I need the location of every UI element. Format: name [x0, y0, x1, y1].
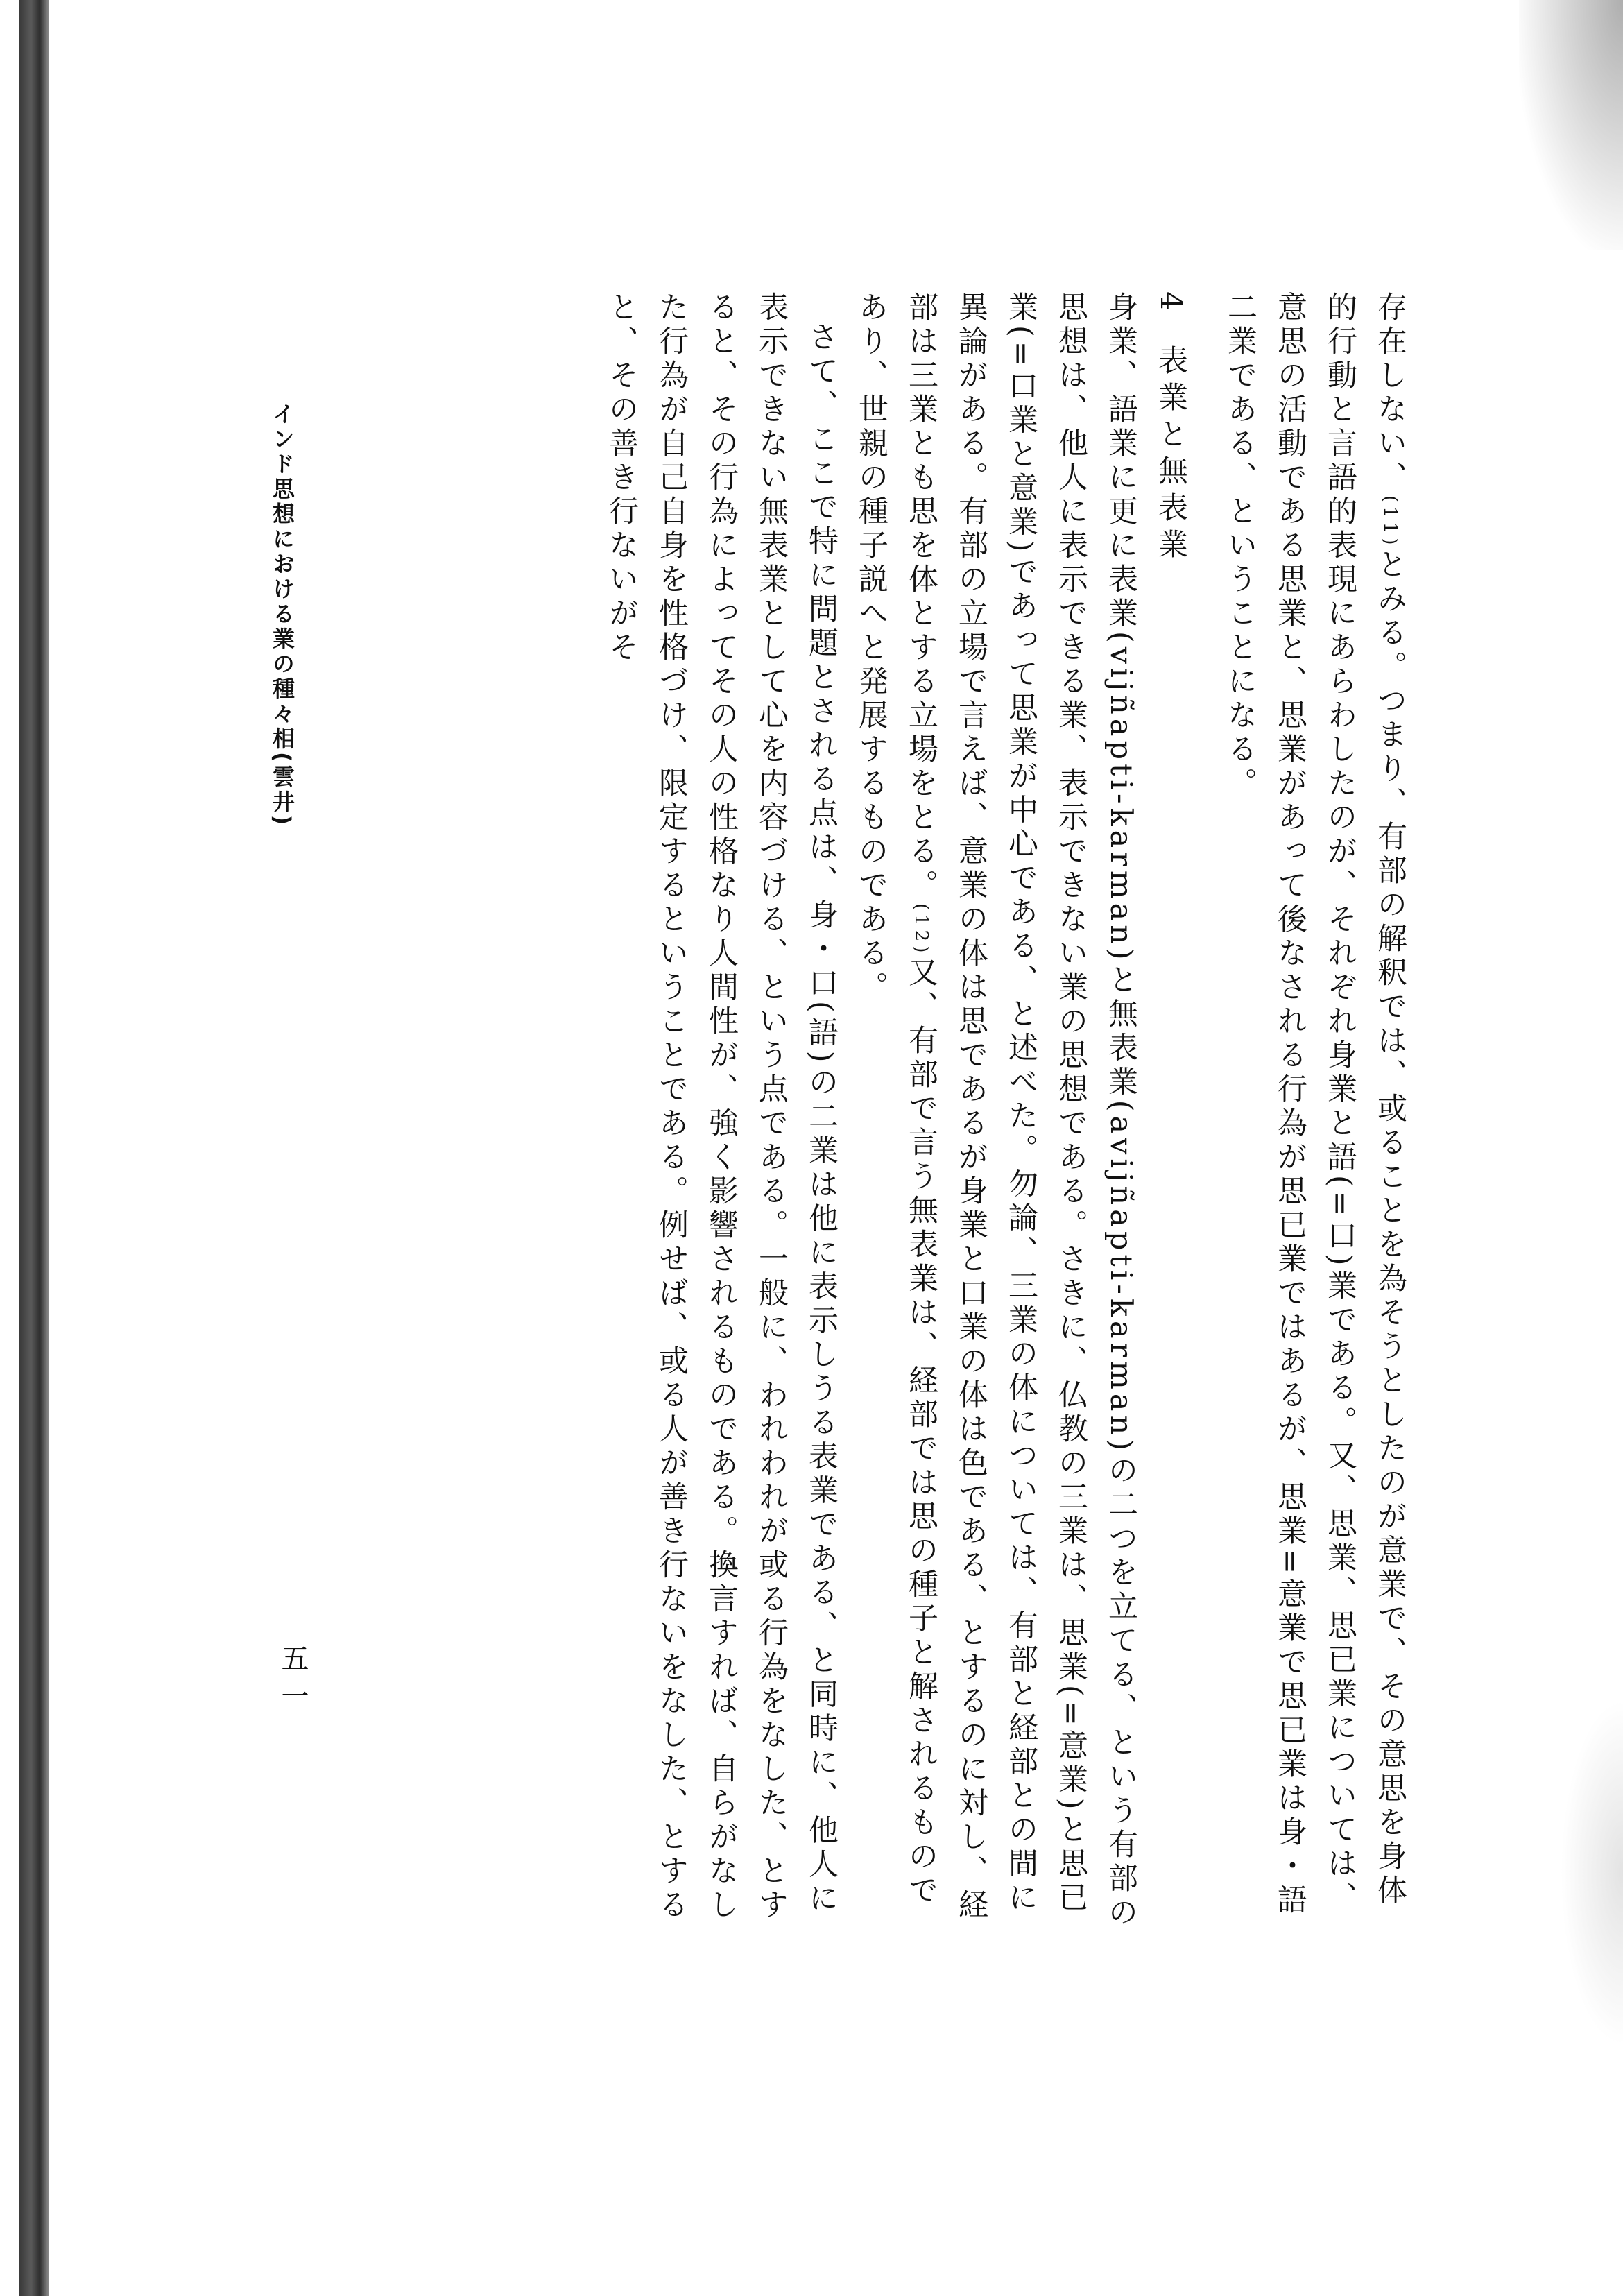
paragraph-text: 身業、語業に更に表業(vijñapti-karman)と無表業(avijñapti-karman)の二つを立てる、という有部の思想は、他人に表示できる業、表示できない業の思想である。さきに、仏教の三業は、思業(=意業)と思已業(=口業と意業)であって思業が中心である、と述べた。勿論、三業の体については、有部と経部との間に異論がある。有部の立場で言えば、意業の体は思であるが身業と口業の体は色である、とするのに対し、経部は三業とも思を体とする立場をとる。 — [904, 291, 1138, 1931]
section-title: 表業と無表業 — [1153, 345, 1188, 566]
paragraph-3 — [596, 291, 846, 1942]
running-title: インド思想における業の種々相(雲井) — [269, 402, 295, 828]
body-text — [333, 291, 1415, 1942]
column-gap — [1196, 291, 1215, 1942]
section-heading — [1146, 291, 1196, 1942]
section-number: 4 — [1153, 291, 1188, 318]
scan-edge-noise — [1561, 1699, 1623, 2046]
scan-corner-noise — [1519, 0, 1623, 250]
paragraph-text: 又、有部で言う無表業は、経部では思の種子と解されるものであり、世親の種子説へと発展するものである。 — [854, 291, 938, 1909]
paragraph-text: さて、ここで特に問題とされる点は、身・口(語)の二業は他に表示しうる表業である、と同時に、他人に表示できない無表業として心を内容づける、という点である。一般に、われわれが或る行為をなした、とすると、その行為によってその人の性格なり人間性が、強く影響されるものである。換言すれば、自らがなした行為が自己自身を性格づけ、限定するということである。例せば、或る人が善き行ないをなした、とすると、その善き行ないがそ — [604, 291, 839, 1923]
paragraph-2 — [846, 291, 1146, 1942]
paragraph-text: とみる。つまり、有部の解釈では、或ることを為そうとしたのが意業で、その意思を身体的行動と言語的表現にあらわしたのが、それぞれ身業と語(=口)業である。又、思業、思已業については、意思の活動である思業と、思業があって後なされる行為が思已業ではあるが、思業=意業で思已業は身・語二業である、ということになる。 — [1223, 291, 1407, 1919]
page-number: 五一 — [277, 1644, 309, 1719]
note-reference-12: (12) — [911, 903, 931, 957]
paragraph-1 — [1215, 291, 1415, 1942]
paragraph-text: 存在しない、 — [1373, 291, 1407, 495]
scan-binding-shadow — [19, 0, 49, 2296]
note-reference-11: (11) — [1380, 495, 1400, 549]
